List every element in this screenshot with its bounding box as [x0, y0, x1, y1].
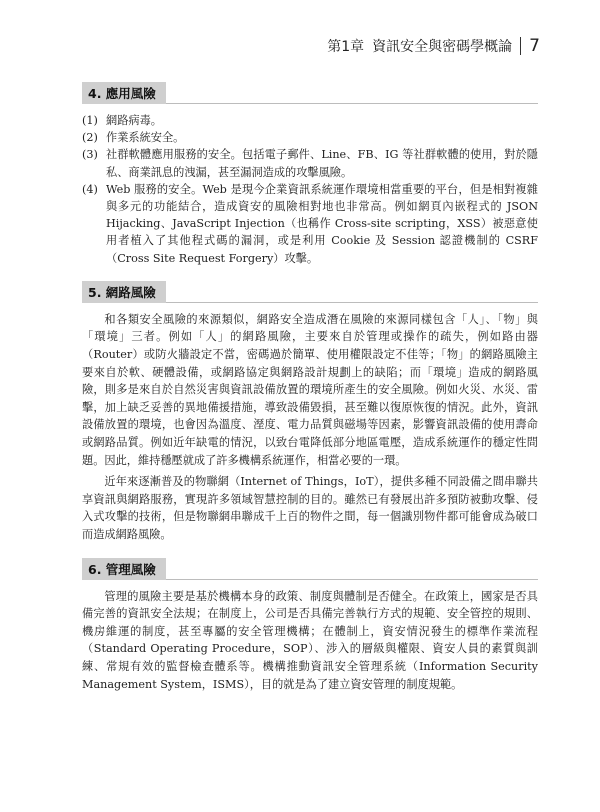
item-text: 網路病毒。 [106, 114, 162, 127]
header-divider [520, 37, 521, 55]
section-network-risk [82, 281, 538, 544]
list-item [82, 129, 538, 146]
chapter-label: 第1章 [327, 39, 365, 55]
running-header [327, 36, 540, 56]
paragraph: 近年來逐漸普及的物聯網（Internet of Things，IoT），提供多種不同設備之間串聯共享資訊與網路服務，實現許多領域智慧控制的目的。雖然已有發展出許多預防被動攻擊、侵入式攻擊的技術，但是物聯網串聯成千上百的物件之間，每一個識別物件都可能會成為破口而造成網路風險。 [82, 475, 538, 541]
item-number: (3) [82, 148, 98, 162]
item-text: Web 服務的安全。Web 是現今企業資訊系統運作環境相當重要的平台，但是相對複雜與多元的功能結合，造成資安的風險相對地也非常高。例如網頁內嵌程式的 JSON Hijacking、JavaScript Injection（也稱作 Cross-site scripting，XSS）被惡意使用者植入了其他程式碼的漏洞，或是利用 Cookie 及 Session 認證機制的 CSRF（Cross Site Request Forgery）攻擊。 [106, 182, 538, 265]
paragraph: 和各類安全風險的來源類似，網路安全造成潛在風險的來源同樣包含「人」、「物」與「環境」三者。例如「人」的網路風險，主要來自於管理或操作的疏失，例如路由器（Router）或防火牆設定不當，密碼過於簡單、使用權限設定不佳等；「物」的網路風險主要來自於軟、硬體設備，或網路協定與網路設計規劃上的缺陷；而「環境」造成的網路風險，則多是來自於自然災害與資訊設備放置的環境所產生的安全風險。例如火災、水災、雷擊，加上缺乏妥善的異地備援措施，導致設備毀損，甚至難以復原恢復的情況。此外，資訊設備放置的環境，也會因為溫度、溼度、電力品質與磁場等因素，影響資訊設備的使用壽命或網路品質。例如近年缺電的情況，以致台電降低部分地區電壓，造成系統運作的穩定性問題。因此，維持穩壓就成了許多機構系統運作，相當必要的一環。 [82, 312, 538, 467]
item-text: 作業系統安全。 [106, 131, 185, 145]
section-heading: 5. 網路風險 [82, 281, 166, 303]
page-number: 7 [529, 36, 540, 56]
page-body [82, 82, 538, 707]
item-number: (1) [82, 114, 98, 127]
item-text: 社群軟體應用服務的安全。包括電子郵件、Line、FB、IG 等社群軟體的使用，對於隱私、商業訊息的洩漏，甚至漏洞造成的攻擊風險。 [106, 148, 538, 179]
chapter-title: 資訊安全與密碼學概論 [372, 39, 513, 55]
list-item [82, 146, 538, 180]
section-management-risk [82, 558, 538, 694]
section-heading: 4. 應用風險 [82, 82, 166, 104]
list-item [82, 181, 538, 267]
section-application-risk [82, 82, 538, 267]
paragraph: 管理的風險主要是基於機構本身的政策、制度與體制是否健全。在政策上，國家是否具備完善的資訊安全法規；在制度上，公司是否具備完善執行方式的規範、安全管控的規則、機房維運的制度，甚至專屬的安全管理機構；在體制上，資安情況發生的標準作業流程（Standard Operating Procedure，SOP）、涉入的層級與權限、資安人員的素質與訓練、常規有效的監督檢查體系等。機構推動資訊安全管理系統（Information Security Management System，ISMS），目的就是為了建立資安管理的制度規範。 [82, 589, 538, 691]
item-number: (4) [82, 182, 98, 196]
list-item [82, 112, 538, 129]
section-heading: 6. 管理風險 [82, 558, 166, 580]
item-number: (2) [82, 131, 98, 145]
application-risk-list [82, 112, 538, 267]
